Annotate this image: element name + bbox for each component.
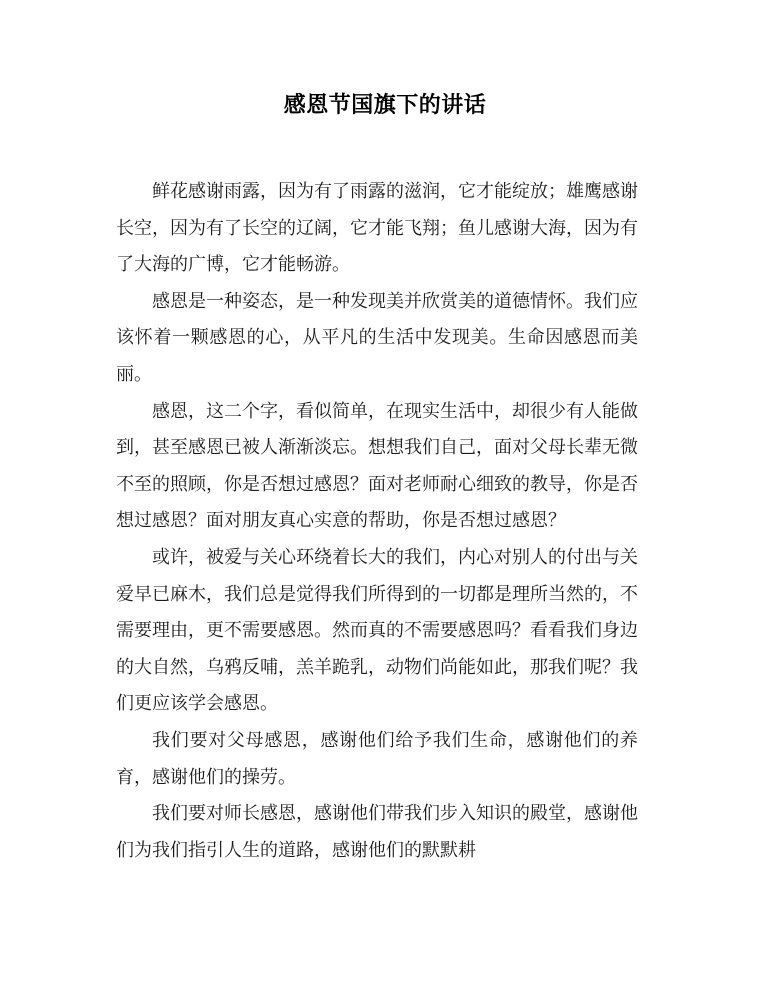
paragraph: 或许，被爱与关心环绕着长大的我们，内心对别人的付出与关爱早已麻木，我们总是觉得我们所得到的一切都是理所当然的，不需要理由，更不需要感恩。然而真的不需要感恩吗？看看我们身边的大自然，乌鸦反哺，羔羊跪乳，动物们尚能如此，那我们呢？我们更应该学会感恩。 [116, 546, 638, 715]
document-title: 感恩节国旗下的讲话 [283, 93, 487, 118]
paragraph: 我们要对师长感恩，感谢他们带我们步入知识的殿堂，感谢他们为我们指引人生的道路，感谢他们的默默耕 [116, 803, 638, 861]
paragraph: 感恩是一种姿态，是一种发现美并欣赏美的道德情怀。我们应该怀着一颗感恩的心，从平凡的生活中发现美。生命因感恩而美丽。 [116, 290, 638, 385]
document-body [116, 174, 638, 869]
paragraph: 感恩，这二个字，看似简单，在现实生活中，却很少有人能做到，甚至感恩已被人渐渐淡忘。想想我们自己，面对父母长辈无微不至的照顾，你是否想过感恩？面对老师耐心细致的教导，你是否想过感恩？面对朋友真心实意的帮助，你是否想过感恩？ [116, 400, 638, 532]
paragraph: 我们要对父母感恩，感谢他们给予我们生命，感谢他们的养育，感谢他们的操劳。 [116, 729, 638, 788]
paragraph: 鲜花感谢雨露，因为有了雨露的滋润，它才能绽放；雄鹰感谢长空，因为有了长空的辽阔，它才能飞翔；鱼儿感谢大海，因为有了大海的广博，它才能畅游。 [116, 181, 638, 276]
